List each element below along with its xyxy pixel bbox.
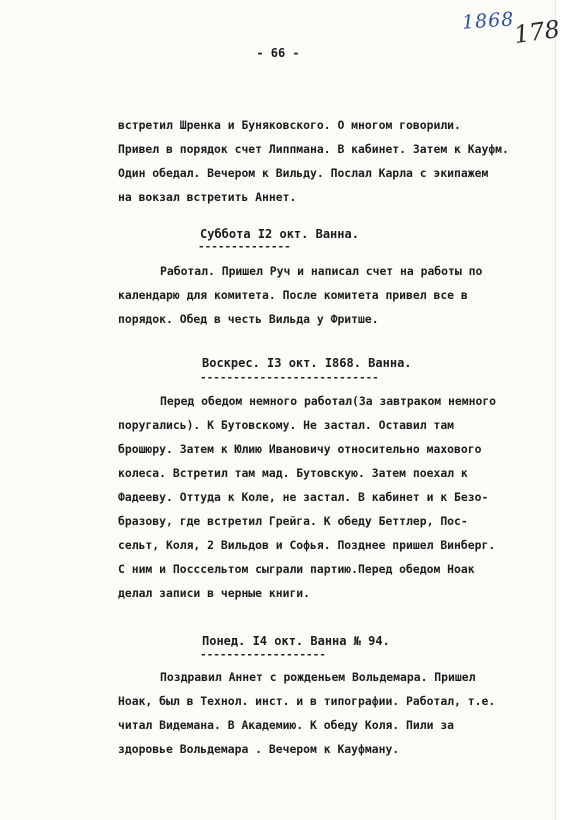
text-line: колеса. Встретил там мад. Бутовскую. Затем поехал к [118, 466, 468, 480]
text-line: бразову, где встретил Грейга. К обеду Беттлер, Пос- [118, 514, 468, 528]
text-line: здоровье Вольдемара . Вечером к Кауфману. [118, 742, 400, 756]
text-line: Фадееву. Оттуда к Коле, не застал. В кабинет и к Безо- [118, 490, 489, 504]
entry-heading: Воскрес. I3 окт. I868. Ванна. [202, 356, 412, 370]
text-line: Работал. Пришел Руч и написал счет на работы по [160, 264, 483, 278]
page-number: - 66 - [256, 46, 300, 60]
text-line: порядок. Обед в честь Вильда у Фритше. [118, 312, 379, 326]
text-line: Ноак, был в Технол. инст. и в типографии. Работал, т.е. [118, 694, 496, 708]
text-line: на вокзал встретить Аннет. [118, 190, 297, 204]
text-line: брошюру. Затем к Юлию Ивановичу относительно махового [118, 442, 482, 456]
text-line: Привел в порядок счет Липпмана. В кабинет. Затем к Кауфм. [118, 142, 509, 156]
handwritten-year-annotation: 1868 [461, 8, 516, 34]
heading-underline: -------------- [198, 240, 291, 253]
entry-heading: Понед. I4 окт. Ванна № 94. [202, 634, 390, 648]
entry-heading: Суббота I2 окт. Ванна. [200, 227, 359, 241]
handwritten-folio-number: 178 [512, 14, 562, 50]
text-line: Один обедал. Вечером к Вильду. Послал Карла с экипажем [118, 166, 489, 180]
text-line: календарю для комитета. После комитета привел все в [118, 288, 468, 302]
text-line: С ним и Посссельтом сыграли партию.Перед обедом Ноак [118, 562, 475, 576]
text-line: сельт, Коля, 2 Вильдов и Софья. Позднее пришел Винберг. [118, 538, 496, 552]
text-line: Поздравил Аннет с рожденьем Вольдемара. Пришел [160, 670, 476, 684]
text-line: встретил Шренка и Буняковского. О многом говорили. [118, 118, 461, 132]
heading-underline: ------------------- [200, 648, 326, 661]
text-line: делал записи в черные книги. [118, 586, 311, 600]
text-line: Перед обедом немного работал(За завтраком немного [160, 394, 497, 408]
text-line: читал Видемана. В Академию. К обеду Коля. Пили за [118, 718, 455, 732]
heading-underline: --------------------------- [200, 371, 379, 384]
text-line: поругались). К Бутовскому. Не застал. Оставил там [118, 418, 455, 432]
